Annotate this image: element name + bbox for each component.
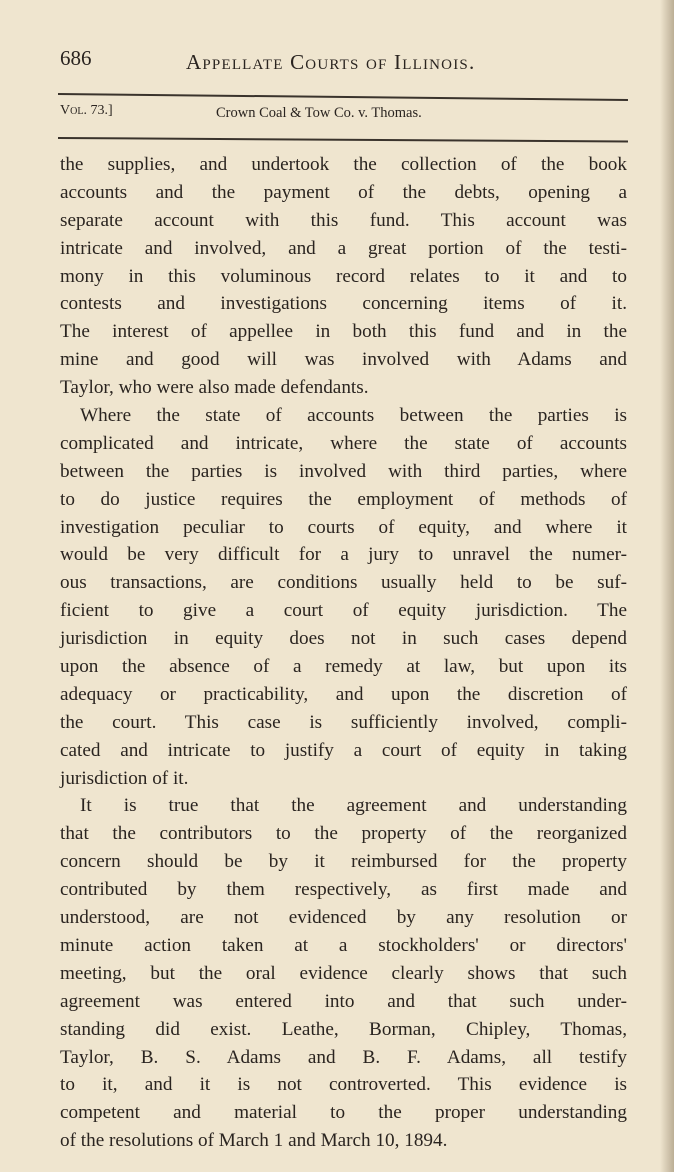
text-line: understood, are not evidenced by any resolution or xyxy=(60,907,627,929)
running-title: Appellate Courts of Illinois. xyxy=(186,50,476,74)
text-line: contributed by them respectively, as first made and xyxy=(60,879,627,901)
text-line: complicated and intricate, where the state of accounts xyxy=(60,432,627,454)
text-line: cated and intricate to justify a court of equity in taking xyxy=(60,739,627,761)
case-title: Crown Coal & Tow Co. v. Thomas. xyxy=(216,105,422,121)
text-line: to it, and it is not controverted. This evidence is xyxy=(60,1074,627,1096)
text-line: Taylor, B. S. Adams and B. F. Adams, all testify xyxy=(60,1046,627,1068)
text-line: the court. This case is sufficiently involved, compli- xyxy=(60,711,627,733)
text-line: ous transactions, are conditions usually held to be suf- xyxy=(60,572,627,594)
text-line: mony in this voluminous record relates to it and to xyxy=(60,265,627,287)
text-line: minute action taken at a stockholders' or directors' xyxy=(60,934,627,956)
text-line: mine and good will was involved with Adams and xyxy=(60,349,627,371)
volume-label: Vol. 73.] xyxy=(60,103,113,118)
text-line: Where the state of accounts between the parties is xyxy=(80,405,627,427)
text-line: accounts and the payment of the debts, opening a xyxy=(60,181,627,203)
text-line: that the contributors to the property of the reorganized xyxy=(60,823,627,845)
text-line: the supplies, and undertook the collection of the book xyxy=(60,154,627,175)
text-line: agreement was entered into and that such under- xyxy=(60,990,627,1012)
text-line: concern should be by it reimbursed for the property xyxy=(60,851,627,873)
header-rule xyxy=(58,93,628,101)
text-line: It is true that the agreement and understanding xyxy=(80,795,627,817)
body-text xyxy=(60,151,627,1155)
text-line: intricate and involved, and a great portion of the testi- xyxy=(60,237,627,259)
text-line: to do justice requires the employment of methods of xyxy=(60,488,627,510)
page-number: 686 xyxy=(60,46,92,70)
text-line: upon the absence of a remedy at law, but upon its xyxy=(60,656,627,678)
text-line: jurisdiction in equity does not in such cases depend xyxy=(60,628,627,650)
text-line: ficient to give a court of equity jurisdiction. The xyxy=(60,600,627,622)
text-line: contests and investigations concerning items of it. xyxy=(60,293,627,315)
page-edge-shadow xyxy=(660,0,674,1172)
text-line: competent and material to the proper understanding xyxy=(60,1102,627,1124)
text-line: investigation peculiar to courts of equity, and where it xyxy=(60,516,627,538)
text-line: The interest of appellee in both this fund and in the xyxy=(60,321,627,343)
text-line: standing did exist. Leathe, Borman, Chipley, Thomas, xyxy=(60,1018,627,1040)
subheader-rule xyxy=(58,137,628,142)
text-line: would be very difficult for a jury to unravel the numer- xyxy=(60,544,627,566)
text-line: Taylor, who were also made defendants. xyxy=(60,377,369,399)
text-line: separate account with this fund. This account was xyxy=(60,209,627,231)
text-line: meeting, but the oral evidence clearly shows that such xyxy=(60,962,627,984)
text-line: jurisdiction of it. xyxy=(60,767,189,789)
text-line: of the resolutions of March 1 and March 10, 1894. xyxy=(60,1130,448,1152)
text-line: between the parties is involved with third parties, where xyxy=(60,460,627,482)
text-line: adequacy or practicability, and upon the discretion of xyxy=(60,683,627,705)
